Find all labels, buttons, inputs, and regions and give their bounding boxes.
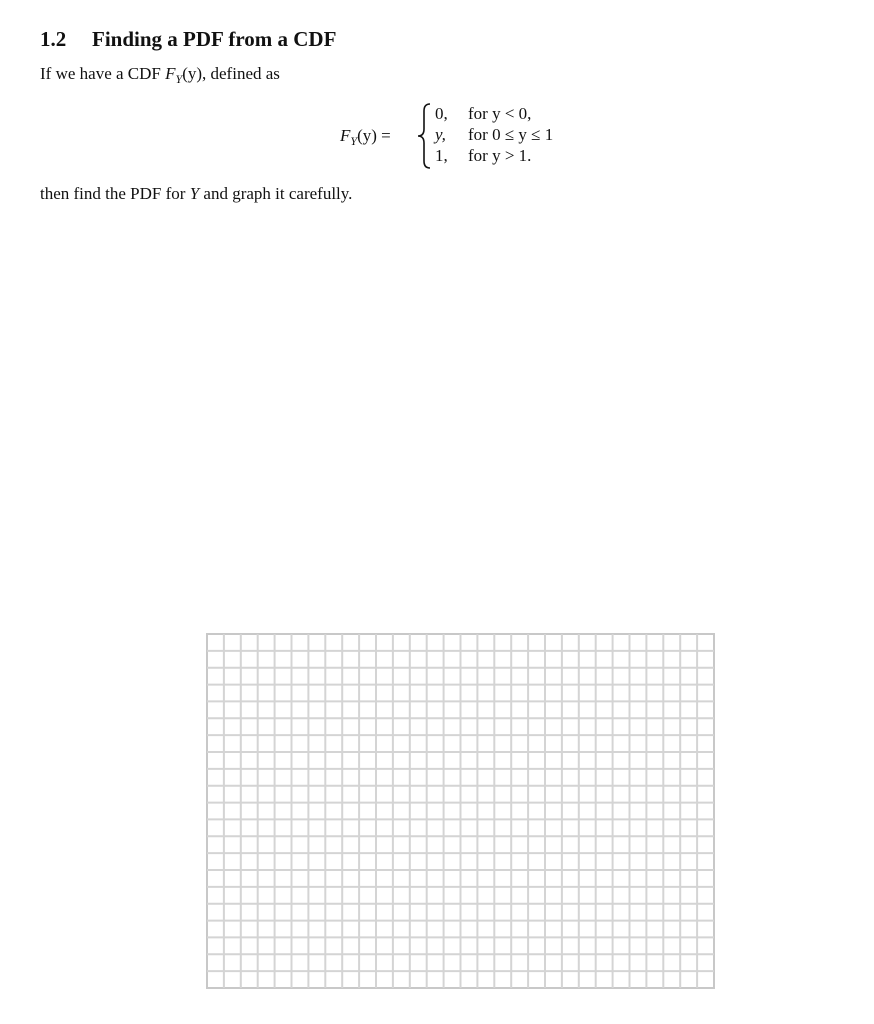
section-heading [40,27,336,52]
followup-variable: Y [189,184,200,203]
followup-text-before: then find the PDF for [40,184,190,203]
intro-text-after: , defined as [202,64,280,83]
intro-paragraph [40,64,280,84]
intro-text-before: If we have a CDF [40,64,166,83]
followup-text-after: and graph it carefully. [199,184,353,203]
case-value: y, [435,125,446,144]
case-condition: for y < 0, [468,104,532,123]
followup-paragraph [40,184,352,204]
graph-paper-grid [205,632,716,990]
case-condition: for 0 ≤ y ≤ 1 [468,125,554,144]
intro-cdf-symbol: $F_Y(y)$ [165,64,203,86]
section-number: 1.2 [40,27,67,51]
equation-lhs: $F_Y(y)$ = [340,126,391,148]
case-condition: for y > 1. [468,146,532,165]
case-value: 0, [435,104,448,123]
left-brace-icon [415,102,433,170]
case-value: 1, [435,146,448,165]
section-title: Finding a PDF from a CDF [92,27,337,51]
